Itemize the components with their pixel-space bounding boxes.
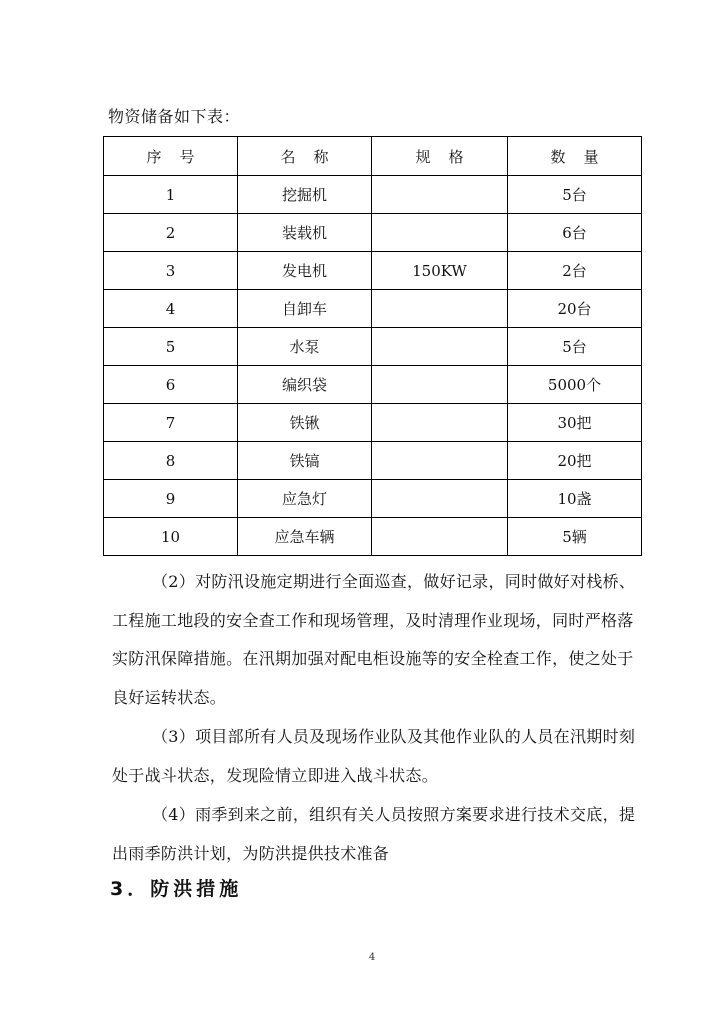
table-row — [104, 176, 642, 214]
table-row — [104, 442, 642, 480]
supplies-table — [103, 136, 642, 556]
cell-serial: 6 — [104, 366, 238, 404]
cell-spec — [372, 404, 508, 442]
cell-spec — [372, 328, 508, 366]
cell-serial: 2 — [104, 214, 238, 252]
cell-spec: 150KW — [372, 252, 508, 290]
cell-quantity: 6台 — [508, 214, 642, 252]
cell-quantity: 5000个 — [508, 366, 642, 404]
cell-spec — [372, 366, 508, 404]
table-header-row — [104, 137, 642, 176]
cell-quantity: 2台 — [508, 252, 642, 290]
cell-serial: 10 — [104, 518, 238, 556]
cell-name: 水泵 — [238, 328, 372, 366]
cell-quantity: 10盏 — [508, 480, 642, 518]
table-row — [104, 366, 642, 404]
header-name: 名称 — [238, 137, 372, 176]
cell-serial: 1 — [104, 176, 238, 214]
cell-serial: 5 — [104, 328, 238, 366]
cell-quantity: 20把 — [508, 442, 642, 480]
cell-quantity: 30把 — [508, 404, 642, 442]
cell-name: 发电机 — [238, 252, 372, 290]
cell-name: 铁锹 — [238, 404, 372, 442]
section-heading: 3．防洪措施 — [110, 878, 243, 900]
page-number: 4 — [368, 952, 376, 963]
table-intro-text: 物资储备如下表： — [108, 107, 241, 126]
cell-quantity: 20台 — [508, 290, 642, 328]
cell-name: 应急灯 — [238, 480, 372, 518]
cell-serial: 4 — [104, 290, 238, 328]
paragraph-readiness: （3）项目部所有人员及现场作业队及其他作业队的人员在汛期时刻处于战斗状态，发现险情立即进入战斗状态。 — [112, 727, 636, 785]
cell-name: 编织袋 — [238, 366, 372, 404]
header-serial: 序号 — [104, 137, 238, 176]
table-row — [104, 290, 642, 328]
cell-serial: 8 — [104, 442, 238, 480]
paragraph-technical-briefing: （4）雨季到来之前，组织有关人员按照方案要求进行技术交底，提出雨季防洪计划，为防洪提供技术准备 — [112, 805, 636, 863]
table-row — [104, 518, 642, 556]
table-row — [104, 404, 642, 442]
paragraph-inspection: （2）对防汛设施定期进行全面巡查，做好记录，同时做好对栈桥、工程施工地段的安全查工作和现场管理，及时清理作业现场，同时严格落实防汛保障措施。在汛期加强对配电柜设施等的安全栓查工作，使之处于良好运转状态。 — [112, 572, 636, 708]
cell-quantity: 5辆 — [508, 518, 642, 556]
cell-spec — [372, 214, 508, 252]
header-spec: 规格 — [372, 137, 508, 176]
cell-serial: 7 — [104, 404, 238, 442]
table-row — [104, 252, 642, 290]
cell-name: 应急车辆 — [238, 518, 372, 556]
cell-name: 装载机 — [238, 214, 372, 252]
cell-name: 自卸车 — [238, 290, 372, 328]
cell-name: 挖掘机 — [238, 176, 372, 214]
table-row — [104, 328, 642, 366]
cell-serial: 3 — [104, 252, 238, 290]
cell-spec — [372, 480, 508, 518]
cell-quantity: 5台 — [508, 176, 642, 214]
table-row — [104, 214, 642, 252]
cell-spec — [372, 442, 508, 480]
table-row — [104, 480, 642, 518]
header-quantity: 数量 — [508, 137, 642, 176]
cell-quantity: 5台 — [508, 328, 642, 366]
cell-spec — [372, 290, 508, 328]
cell-spec — [372, 518, 508, 556]
cell-serial: 9 — [104, 480, 238, 518]
cell-spec — [372, 176, 508, 214]
cell-name: 铁镐 — [238, 442, 372, 480]
